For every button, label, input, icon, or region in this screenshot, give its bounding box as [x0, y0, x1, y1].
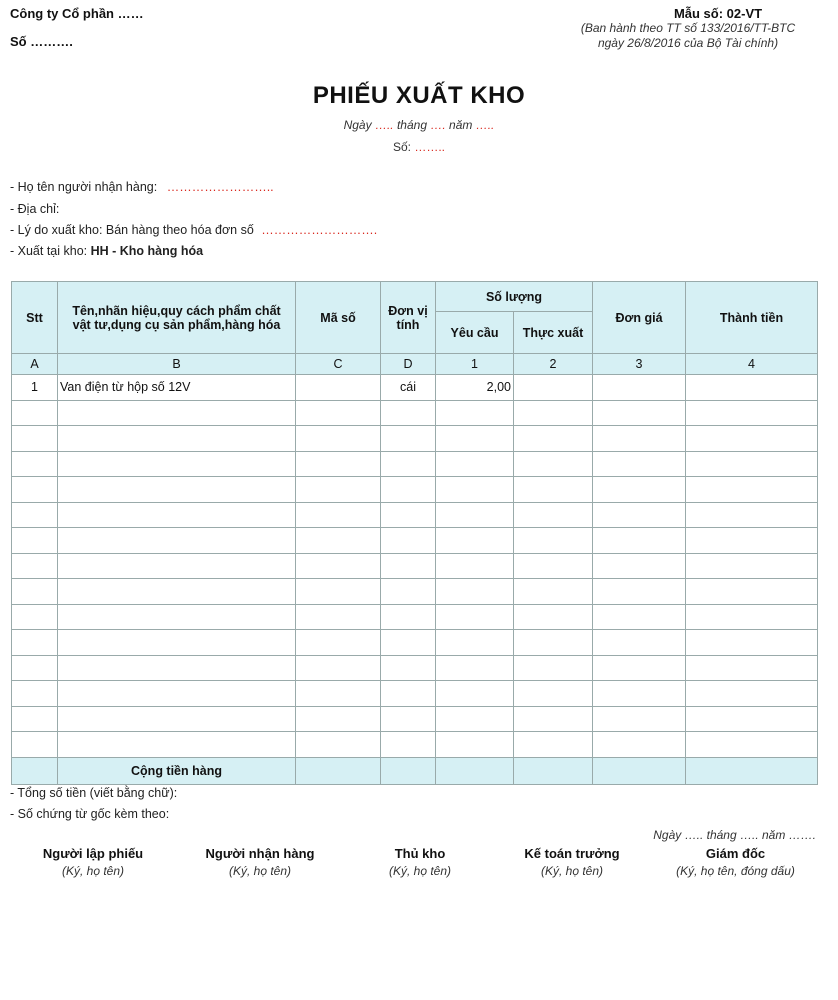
- empty-row: [12, 451, 818, 477]
- signature-sub: (Ký, họ tên): [388, 864, 452, 878]
- signature-title: Người lập phiếu: [42, 846, 144, 861]
- address-line: - Địa chỉ:: [10, 202, 60, 216]
- row-actual: [514, 375, 593, 401]
- items-table: [11, 281, 818, 785]
- company-name: Công ty Cổ phần ……: [10, 6, 144, 21]
- doc-number-label: Số:: [392, 140, 411, 154]
- letter-cell: 3: [593, 354, 686, 375]
- reason-label: - Lý do xuất kho: Bán hàng theo hóa đơn số: [10, 223, 254, 237]
- header-actual: Thực xuất: [514, 312, 593, 354]
- signature-preparer: [18, 846, 168, 878]
- table-row: [12, 375, 818, 401]
- letter-cell: A: [12, 354, 58, 375]
- signature-chief-accountant: [497, 846, 647, 878]
- row-name: Van điện từ hộp số 12V: [58, 375, 296, 401]
- empty-row: [12, 579, 818, 605]
- row-unit: cái: [381, 375, 436, 401]
- empty-row: [12, 655, 818, 681]
- footer-date-line: Ngày ….. tháng ….. năm …….: [653, 828, 816, 842]
- row-code: [296, 375, 381, 401]
- header-requested: Yêu cầu: [436, 312, 514, 354]
- form-info: [568, 6, 808, 51]
- signature-storekeeper: [345, 846, 495, 878]
- receiver-value: ……………………..: [166, 180, 274, 194]
- signature-director: [648, 846, 823, 878]
- header-quantity: Số lượng: [436, 282, 593, 312]
- date-line: [0, 118, 838, 132]
- signature-title: Giám đốc: [705, 846, 766, 861]
- row-amount: [686, 375, 818, 401]
- empty-row: [12, 604, 818, 630]
- header-code: Mã số: [296, 282, 381, 354]
- row-price: [593, 375, 686, 401]
- receiver-label: - Họ tên người nhận hàng:: [10, 180, 158, 194]
- warehouse-line: [10, 244, 203, 258]
- page-title: PHIẾU XUẤT KHO: [312, 82, 526, 109]
- signature-sub: (Ký, họ tên): [228, 864, 292, 878]
- doc-number-dots: ……..: [414, 140, 446, 154]
- header-name: Tên,nhãn hiệu,quy cách phẩm chất vật tư,dụng cụ sản phẩm,hàng hóa: [58, 282, 296, 354]
- signature-sub: (Ký, họ tên): [61, 864, 125, 878]
- letters-row: [12, 354, 818, 375]
- letter-cell: 2: [514, 354, 593, 375]
- reason-value: ……………………….: [261, 223, 378, 237]
- row-requested: 2,00: [436, 375, 514, 401]
- date-dots-day: …..: [374, 118, 394, 132]
- warehouse-label: - Xuất tại kho:: [10, 244, 88, 258]
- signature-receiver: [185, 846, 335, 878]
- warehouse-value: HH - Kho hàng hóa: [90, 244, 204, 258]
- signature-title: Thủ kho: [394, 846, 446, 861]
- date-ngay: Ngày: [343, 118, 372, 132]
- signature-title: Người nhận hàng: [205, 846, 315, 861]
- header-amount: Thành tiền: [686, 282, 818, 354]
- doc-number-line: [0, 140, 838, 154]
- header-stt: Stt: [12, 282, 58, 354]
- header-price: Đơn giá: [593, 282, 686, 354]
- header-unit: Đơn vị tính: [381, 282, 436, 354]
- signature-title: Kế toán trưởng: [524, 846, 620, 861]
- date-dots-month: ….: [430, 118, 446, 132]
- total-row: [12, 757, 818, 784]
- signature-sub: (Ký, họ tên, đóng dấu): [676, 864, 795, 878]
- empty-row: [12, 706, 818, 732]
- reason-line: [10, 223, 377, 237]
- issued-line-2: ngày 26/8/2016 của Bộ Tài chính): [597, 36, 779, 50]
- document-number: Số ……….: [10, 34, 73, 49]
- empty-row: [12, 426, 818, 452]
- receiver-line: [10, 180, 274, 194]
- empty-row: [12, 502, 818, 528]
- signature-sub: (Ký, họ tên): [540, 864, 604, 878]
- date-nam: năm: [449, 118, 473, 132]
- attached-docs-line: - Số chứng từ gốc kèm theo:: [10, 807, 170, 821]
- empty-row: [12, 630, 818, 656]
- empty-row: [12, 553, 818, 579]
- letter-cell: 4: [686, 354, 818, 375]
- letter-cell: 1: [436, 354, 514, 375]
- row-stt: 1: [12, 375, 58, 401]
- date-thang: tháng: [396, 118, 427, 132]
- issued-line-1: (Ban hành theo TT số 133/2016/TT-BTC: [580, 21, 796, 35]
- empty-row: [12, 400, 818, 426]
- letter-cell: D: [381, 354, 436, 375]
- date-dots-year: …..: [475, 118, 495, 132]
- letter-cell: B: [58, 354, 296, 375]
- form-code: Mẫu số: 02-VT: [673, 6, 763, 21]
- empty-row: [12, 681, 818, 707]
- letter-cell: C: [296, 354, 381, 375]
- empty-row: [12, 477, 818, 503]
- total-label: Cộng tiền hàng: [58, 757, 296, 784]
- empty-row: [12, 528, 818, 554]
- total-words-line: - Tổng số tiền (viết bằng chữ):: [10, 786, 178, 800]
- empty-row: [12, 732, 818, 758]
